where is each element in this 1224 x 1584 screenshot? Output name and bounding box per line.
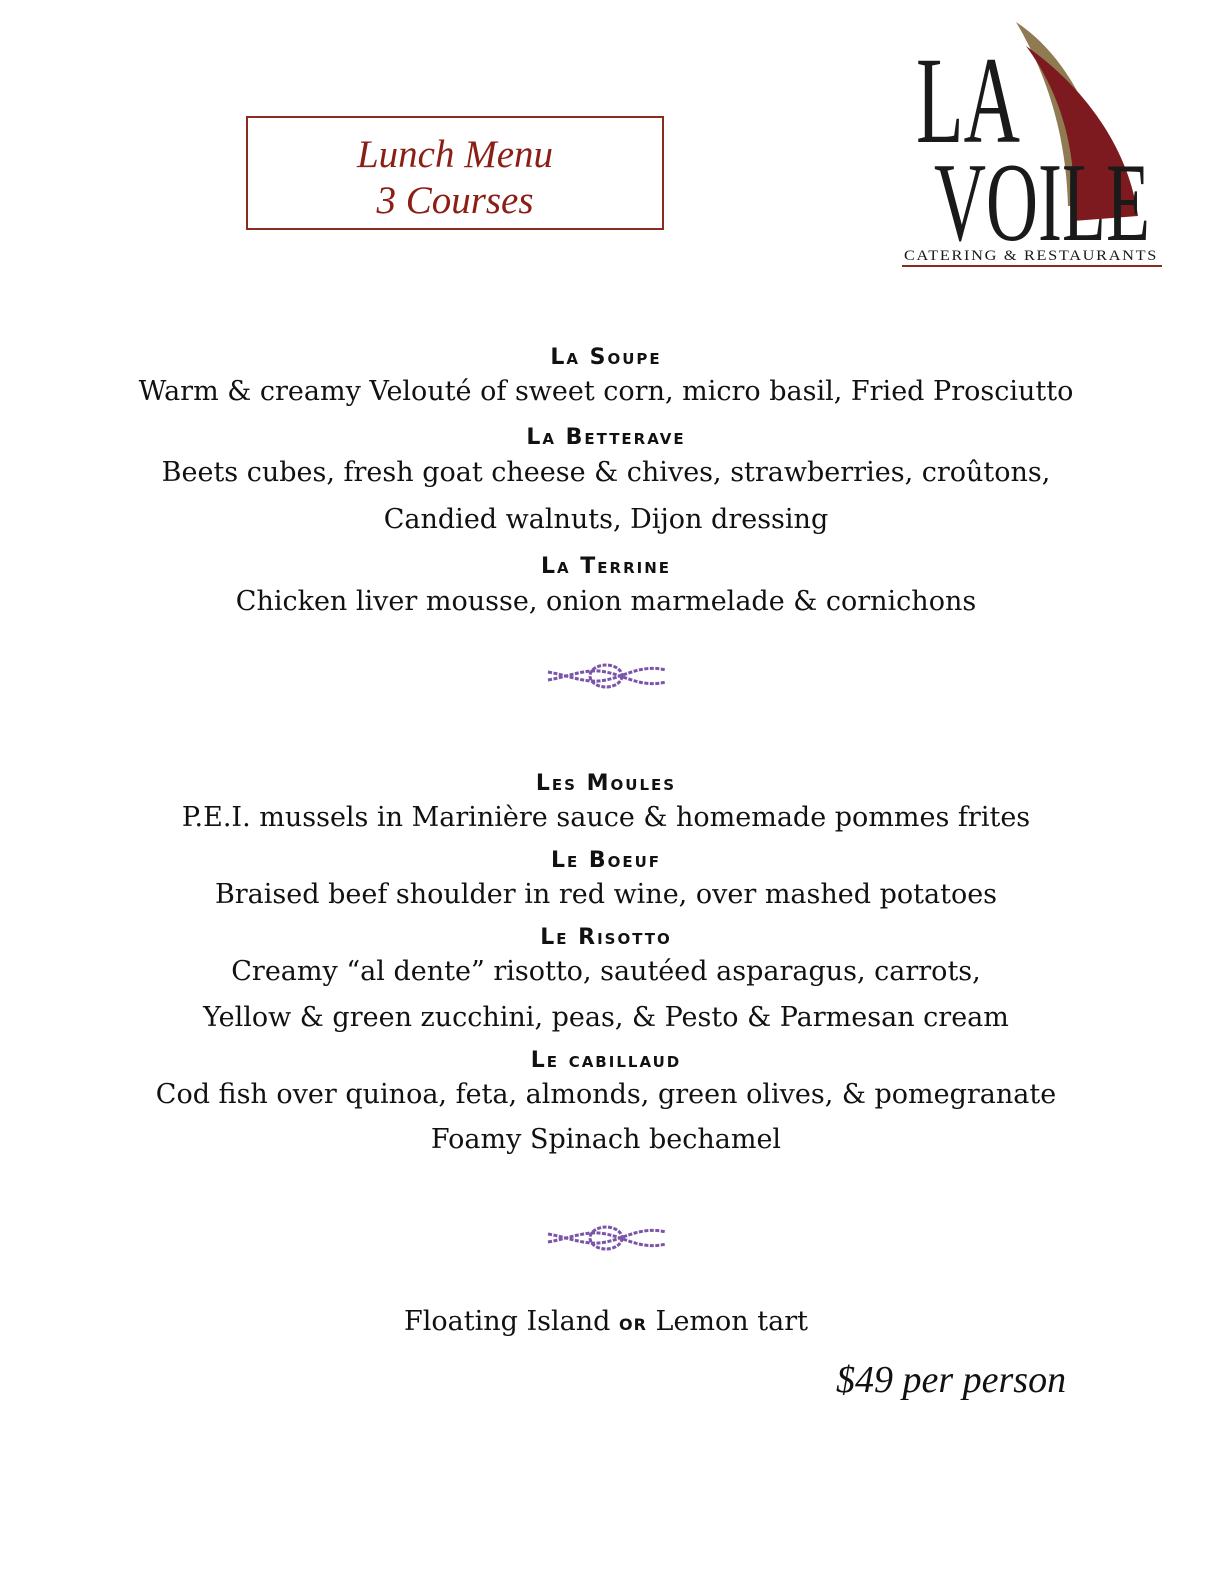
dish-name-terrine: La Terrine [540, 554, 672, 579]
dish-desc-cabillaud-1: Cod fish over quinoa, feta, almonds, green olives, & pomegranate [155, 1079, 1057, 1110]
menu-subtitle: 3 Courses [376, 179, 534, 222]
dish-desc-risotto-1: Creamy “al dente” risotto, sautéed asparagus, carrots, [231, 956, 981, 987]
dessert-option-2: Lemon tart [655, 1306, 808, 1337]
dish-desc-cabillaud-2: Foamy Spinach bechamel [430, 1124, 782, 1155]
dessert-line [0, 1306, 1212, 1339]
dish-desc-boeuf: Braised beef shoulder in red wine, over mashed potatoes [214, 879, 998, 910]
logo-word-voile: VOILE [934, 141, 1150, 265]
dessert-option-1: Floating Island [404, 1306, 611, 1337]
rope-knot-icon [546, 658, 668, 694]
dish-desc-moules: P.E.I. mussels in Marinière sauce & homemade pommes frites [181, 802, 1031, 833]
logo-tagline: CATERING & RESTAURANTS [904, 248, 1158, 264]
dessert-separator: or [619, 1310, 647, 1336]
price: $49 per person [836, 1359, 1067, 1401]
dish-name-soupe: La Soupe [550, 345, 662, 370]
menu-title: Lunch Menu [356, 133, 554, 176]
logo-word-la: LA [916, 32, 1020, 169]
dish-desc-betterave-1: Beets cubes, fresh goat cheese & chives, strawberries, croûtons, [161, 457, 1051, 488]
dish-name-betterave: La Betterave [526, 425, 686, 450]
dish-desc-soupe: Warm & creamy Velouté of sweet corn, micro basil, Fried Prosciutto [138, 376, 1074, 407]
dish-desc-terrine: Chicken liver mousse, onion marmelade & cornichons [235, 586, 977, 617]
dish-name-boeuf: Le Boeuf [550, 848, 662, 873]
dish-desc-betterave-2: Candied walnuts, Dijon dressing [383, 504, 829, 535]
dish-name-moules: Les Moules [535, 771, 677, 796]
dish-desc-risotto-2: Yellow & green zucchini, peas, & Pesto & Parmesan cream [203, 1002, 1009, 1033]
dish-name-risotto: Le Risotto [540, 925, 672, 950]
rope-knot-icon [546, 1220, 668, 1256]
dish-name-cabillaud: Le cabillaud [530, 1048, 682, 1073]
